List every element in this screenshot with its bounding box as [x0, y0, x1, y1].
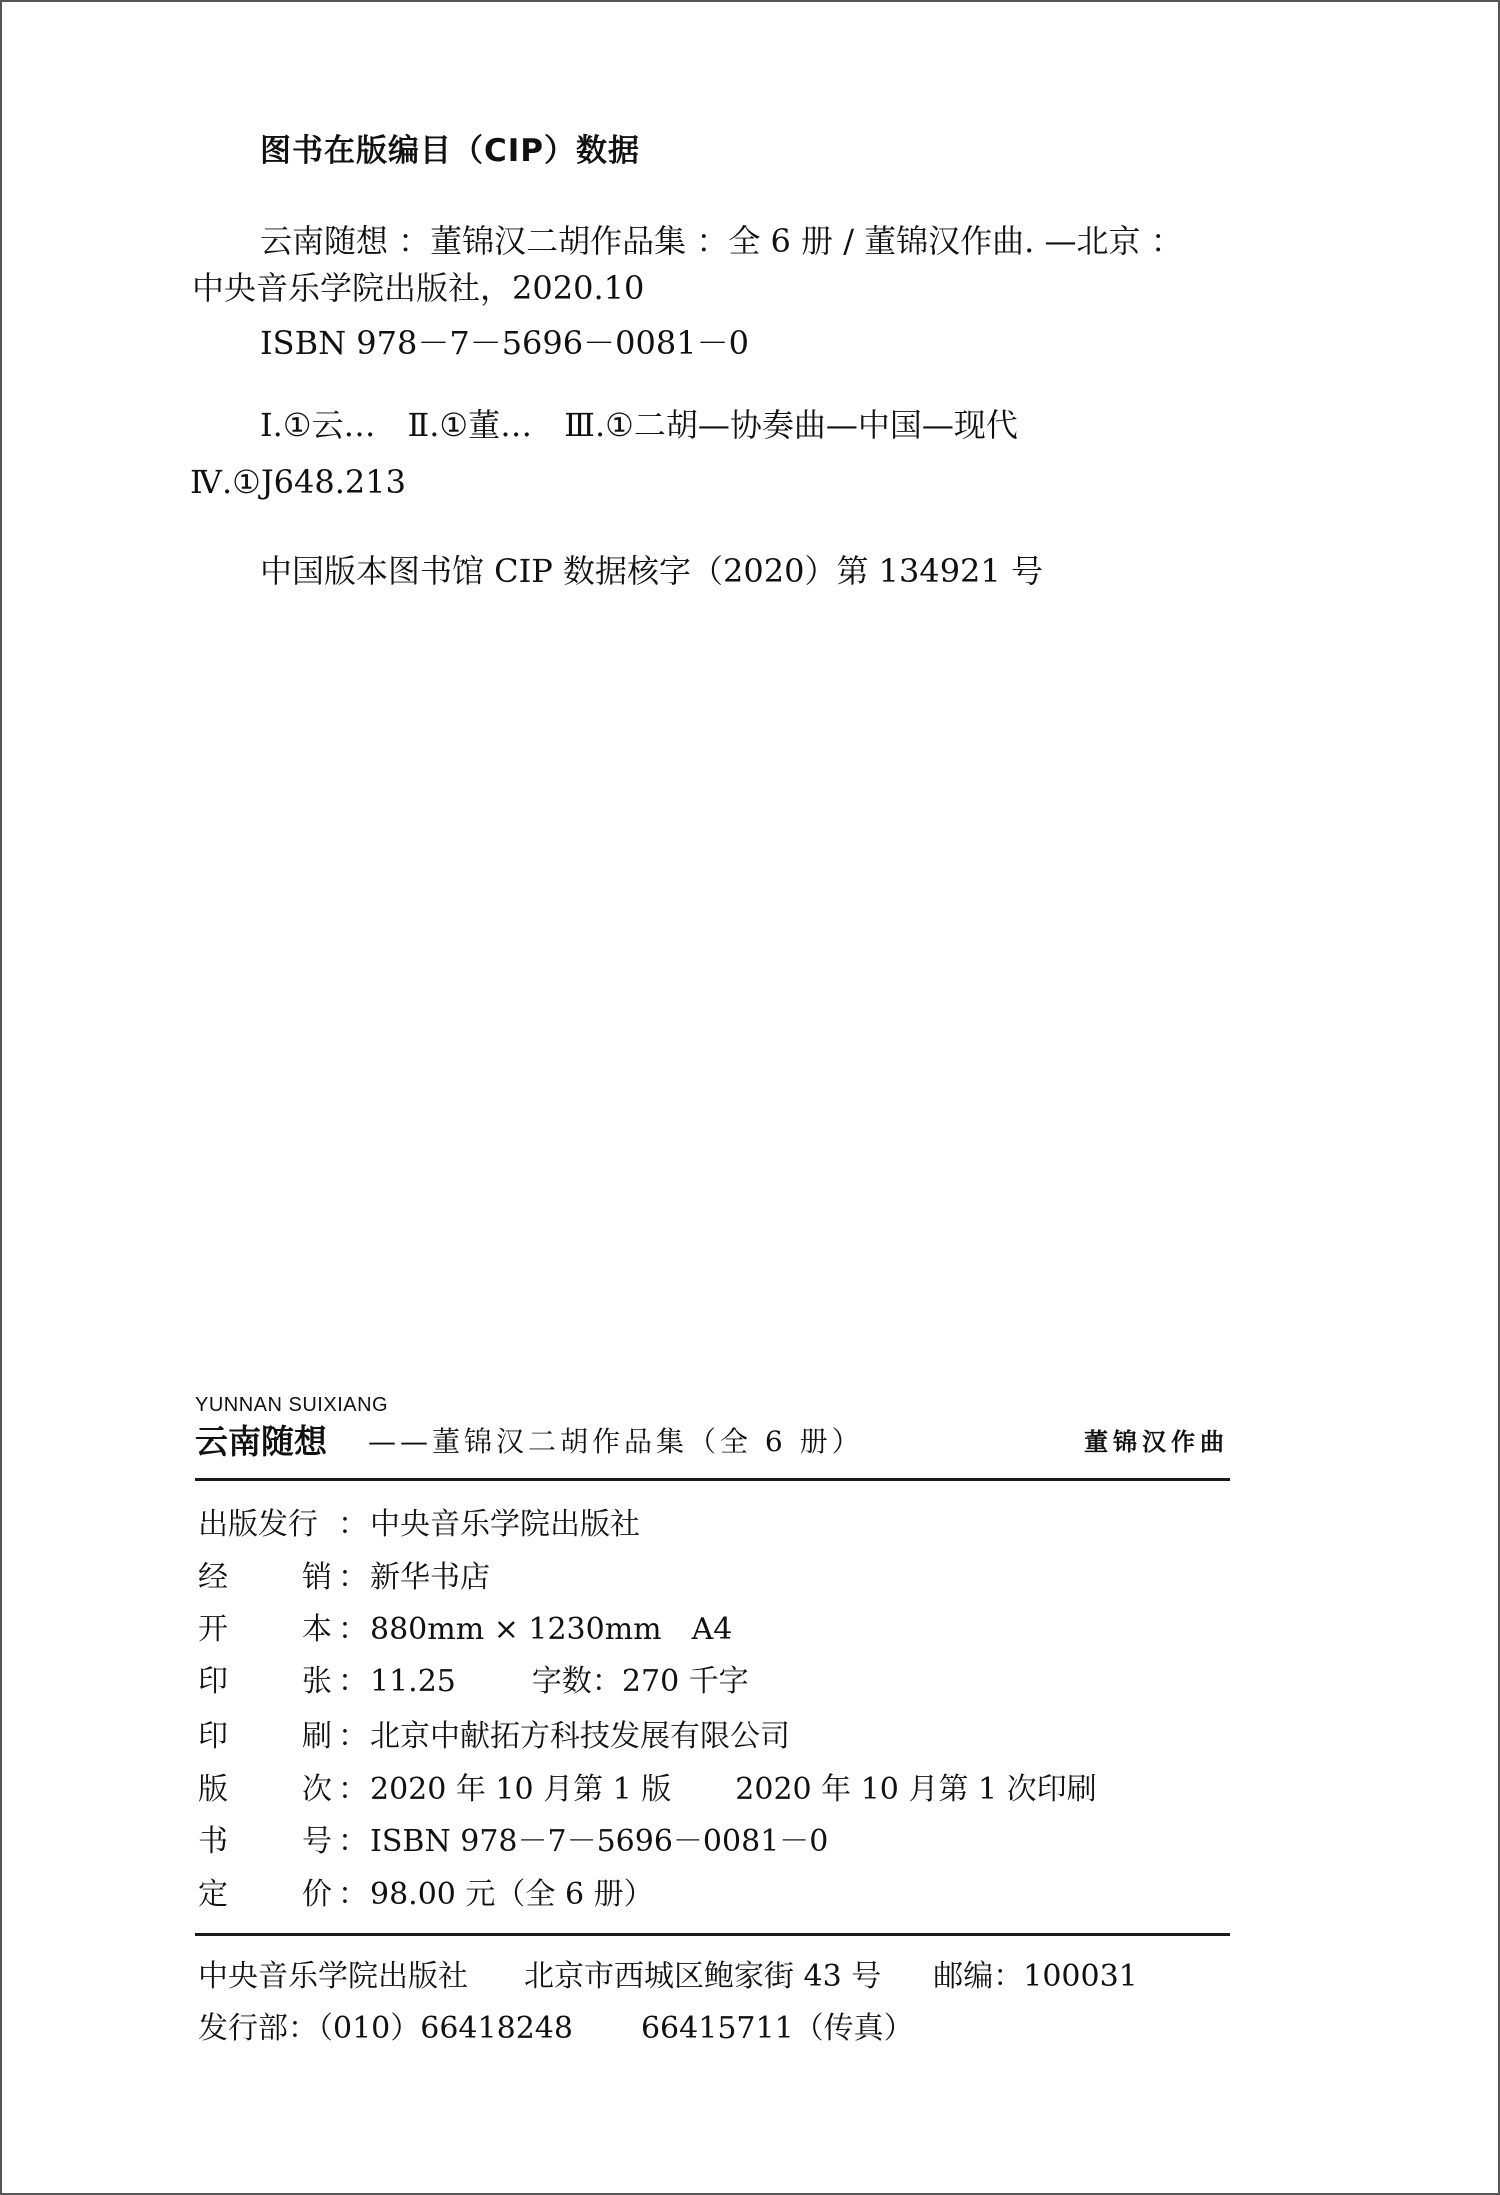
- word-count-value: 270 千字: [621, 1664, 749, 1699]
- row-isbn: 书 号 ：ISBN 978－7－5696－0081－0: [198, 1824, 829, 1859]
- row-value: 北京中献拓方科技发展有限公司: [370, 1719, 790, 1754]
- divider-top: [195, 1478, 1230, 1481]
- book-author: 董锦汉作曲: [1084, 1427, 1229, 1456]
- book-title: 云南随想: [195, 1422, 327, 1461]
- row-label: 出版发行: [198, 1507, 318, 1542]
- footer-address: 北京市西城区鲍家街 43 号: [524, 1959, 882, 1994]
- row-value: 新华书店: [370, 1560, 490, 1595]
- cip-publisher-line: 中央音乐学院出版社，2020.10: [192, 269, 645, 307]
- divider-bottom: [195, 1933, 1230, 1936]
- row-value: 98.00 元（全 6 册）: [370, 1877, 654, 1912]
- row-value: 880mm × 1230mm A4: [370, 1612, 733, 1647]
- row-value: 2020 年 10 月第 1 版: [370, 1772, 672, 1807]
- cip-record-number: 中国版本图书馆 CIP 数据核字（2020）第 134921 号: [260, 552, 1043, 590]
- row-distributor: 经 销 ：新华书店: [198, 1560, 490, 1595]
- footer-fax: 66415711（传真）: [640, 2011, 914, 2046]
- cip-classification-1: Ⅰ.①云… Ⅱ.①董… Ⅲ.①二胡—协奏曲—中国—现代: [260, 406, 1018, 444]
- row-format: 开 本 ：880mm × 1230mm A4: [198, 1612, 733, 1647]
- cip-title-line: 云南随想 ：董锦汉二胡作品集 ：全 6 册 / 董锦汉作曲. —北京 ：: [260, 222, 1183, 260]
- row-sheets: 印 张 ：11.25 字数：270 千字: [198, 1664, 749, 1699]
- book-subtitle: ——董锦汉二胡作品集（全 6 册）: [368, 1425, 864, 1458]
- row-value: ISBN 978－7－5696－0081－0: [370, 1824, 829, 1859]
- footer-publisher: 中央音乐学院出版社: [198, 1959, 468, 1994]
- printing-value: 2020 年 10 月第 1 次印刷: [735, 1772, 1097, 1807]
- row-value: 中央音乐学院出版社: [370, 1507, 640, 1542]
- row-value: 11.25: [370, 1664, 456, 1699]
- cip-isbn: ISBN 978－7－5696－0081－0: [260, 324, 749, 362]
- footer-phone-line: [198, 2011, 914, 2046]
- row-publisher: 出版发行 ：中央音乐学院出版社: [198, 1507, 640, 1542]
- footer-address-line: [198, 1959, 1138, 1994]
- word-count-label: 字数: [531, 1664, 592, 1699]
- footer-dept-phone: 发行部：（010）66418248: [198, 2011, 573, 2046]
- row-printer: 印 刷 ：北京中献拓方科技发展有限公司: [198, 1719, 790, 1754]
- cip-classification-2: Ⅳ.①J648.213: [190, 463, 406, 501]
- row-edition: 版 次 ：2020 年 10 月第 1 版 2020 年 10 月第 1 次印刷: [198, 1772, 1097, 1807]
- row-price: 定 价 ：98.00 元（全 6 册）: [198, 1877, 654, 1912]
- cip-heading: 图书在版编目（CIP）数据: [260, 133, 641, 169]
- footer-postcode: 邮编：100031: [933, 1959, 1138, 1994]
- title-pinyin: YUNNAN SUIXIANG: [195, 1394, 389, 1416]
